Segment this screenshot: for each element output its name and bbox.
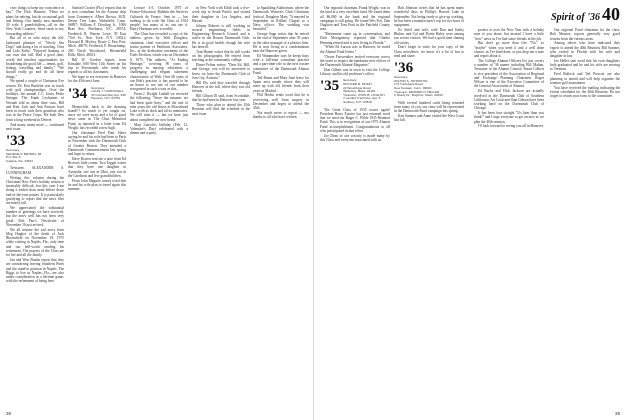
paragraph: And many, many more — continued next issue. (6, 122, 64, 131)
column-text (68, 105, 126, 192)
paragraph: From John Maguire comes word that he and his wife plan to travel again this summer. (68, 178, 126, 192)
paragraph: Ken Sumner and Anne visited the West Coast last fall. (394, 114, 464, 123)
column-text (394, 101, 464, 123)
paragraph: "When Ed Larson was in Hanover, he noted the Alumni Fund letters." (320, 45, 390, 54)
paragraph: Don't forget to write for your copy of the Class newsletter; we know it's a lot of fun to read and share. (394, 45, 464, 58)
paragraph: It has been four straight "It's later than you think!" and I urge everyone to get on now as we plan the 40th reunion. (474, 111, 544, 124)
right-column-2 (394, 6, 464, 418)
class-secretary (6, 149, 42, 163)
page-number-left: 38 (6, 411, 12, 416)
left-column-3 (130, 6, 188, 418)
left-column-1 (6, 6, 64, 418)
paragraph: The College Alumni Officers list just covers a number of '36 names including Bill Mahan, Treasurer of the Alumni Council. Stuart Colbert is vice president of the Association of Regional and Exchange Planning Chairmen. Roger Wilson is one of the Executive Committee of the General Association of Alumni. (474, 58, 544, 89)
paragraph: Ed Bucks and Dick Jackson are actually involved in the Dartmouth Club of Southern California. Art Cook and Stan Gibson have been working hard on the Dartmouth Club of Chicago. (474, 89, 544, 111)
class-year: '34 (68, 85, 88, 102)
class-header-36 (394, 61, 464, 98)
paragraph: Our classmate Fred Paul Slater saying he and his wife had been to Paris in November with the Dartmouth Club of Greater Boston. They attended a Dartmouth Commencement last spring and hope to return. (68, 130, 126, 157)
paragraph: Ted Braun and Mary Jane leave for Spain next month where they will meet up with old friends from their years in Madrid. (253, 75, 309, 93)
paragraph: The Class has recorded a copy of the address given by Walt Douglass, chairman, chief executive officer and senior partner of Parkhurst Associates, Inc., at the dedication ceremony of the Fales Pavilion, which was on December 8, 1975. The address, "At Ending Heritage," covering 90 years of progress in nursing education, a challenging and elegant statement characteristic of Walt. Over 60 years of our Bob's practice, it has proved to be an honor to see one of our number recognized in such a way as this. (130, 32, 188, 92)
paragraph: Phil Herbst sends word that he is recovering well from surgery in December and hopes to attend the 45th. (253, 93, 309, 111)
paragraph: in New York with Edith took a five-week trip to South Pacific and visited their daughter in Los Angeles, and Hawaii. (192, 6, 250, 23)
paragraph: Lecture 4-5, October, 1975 of France-Education. Bulletin des Services Culturels de France. Sent in — has nothing to do with 'the Class of 1934 people', but many of us can use it. Harry Hartman sees it weekly. (130, 6, 188, 32)
class-secretary (394, 76, 443, 98)
treasurer-line: 3 Shady Dr., Brighton, Mass. 02043 (394, 93, 443, 98)
treasurer-line: 7 Landed Trail Drive, Apt. 5 (343, 96, 381, 101)
paragraph: Joe Dean of our sorority is made many by this Class and everyone associated with us. (320, 133, 390, 142)
paragraph: We spend a couple of Christmas Eve season. Dr. Ken Burdette was in touch with golf championships. Over the holidays, the annual C.C. Jones Pedro Stringer. The Frank Leyburnes of Neenah told us about their sons, Bill and Kim. Jack and Ann Parsons have been in touch with their grandson who was in the Peace Corps. We both flew from a long weekend in Denver. (6, 79, 64, 122)
treasurer-line: Treasurer, EDWARD N. HELLER (394, 89, 440, 94)
paragraph: Those who plan to attend the 45th Reunion will find the schedule in the next issue. (192, 103, 250, 116)
secretary-line: Wellesley, Mass. 02181 (343, 89, 376, 94)
paragraph: Jan and Won Boutin report that they are considering leaving Southern Pines and the stand-in position in Naples. The Biggs to live in Naples, Fla., are also under consideration as a lifetime game, with the refinement of being here. (6, 258, 64, 284)
secretary-line: GEORGE P. BROWN, JR. (6, 151, 43, 156)
secretary-label: Secretary, (6, 148, 20, 153)
right-column-4 (550, 28, 620, 412)
paragraph: We appreciated the substantial number of greetings we have received, but the news well has not been very good. Bob Parr's Newsletter of November 16 just arrived. (6, 205, 64, 227)
column-text (6, 166, 64, 283)
class-header-35 (320, 79, 390, 104)
secretary-line: P.O. Box 5 (6, 155, 21, 160)
column-text (6, 6, 64, 131)
class-year: '33 (6, 133, 26, 150)
secretary-label: Secretary, (394, 75, 408, 80)
secretary-line: 174 Turtleback Road (394, 82, 423, 87)
secretary-line: RICHARD B. MUZZY (343, 81, 373, 86)
left-column-2 (68, 6, 126, 418)
paragraph: Among others who have indicated they expect to attend the 40th Reunion, Bill Sumner, who visited in Florida with his wife and daughter in law. (550, 41, 620, 59)
paragraph: Not much more to report — my thanks to all who have written. (253, 110, 309, 120)
paragraph: We hope to see everyone in Hanover for the 45th next June. (68, 75, 126, 84)
paragraph: Joe Heller sent word that his twin daughters both graduated and he and his wife are moving to Vermont. (550, 58, 620, 72)
paragraph: Treasurer, ALEXANDER S. CUNNINGHAM (6, 166, 64, 175)
class-year: '35 (320, 78, 340, 95)
paragraph: From J. Dwight Lindall we received the following: "Since the summer, we had been quite busy," and the end of nine years the old house at Moosehead Lake with its dock and all its memories. We will miss it — but we have just about completed our new home. (130, 92, 188, 122)
secretary-line: WILTON S. JOHNSTON (394, 78, 428, 83)
secretary-line: New Canaan, Conn. 06840 (394, 85, 432, 90)
column-text (394, 6, 464, 58)
paragraph: I'll look forward to seeing you all in Hanover. (478, 124, 544, 129)
paragraph: But don't go more than five "No," so "maybe" when you need it and a well done chance, as I've kind done, or just drop me a note and report about it. (474, 41, 544, 59)
class-header-34 (68, 87, 126, 102)
paragraph: But all of us who enjoy the old-fashioned pleasure of "Newly Sea Dogs" and doing a lot of trawling. Own and Lida Kirby: "Enjoyed hunting of our own this fall. Had a good time; world feel timeless opportunities for broadening the good life — tennis, golf, fishing, travelling and family." "We should really go and do all these things." (6, 36, 64, 79)
secretary-label: Secretary, (91, 85, 105, 90)
section-header (551, 4, 620, 25)
paragraph: You have received the mailing indicating the events scheduled for the 40th Reunion. Do not forget to return your form to the committee. (550, 85, 620, 99)
paragraph: Marj Lincoln's birthday (Feb. 12, Valentine's Day) celebrated with a dinner and a party. (130, 122, 188, 136)
class-year: '36 (394, 60, 414, 77)
paragraph: Our regional chairman, Frank Wright, was in the fund at a very excellent fund. He found them all $6,000 in the bank and the regional campaign is still going. He found Wes Fox, Dan Oughton and Tom Pratt in the Fairfield County area. (320, 6, 390, 32)
paragraph: We all resume the sad news from Meg Hughes of the death of Jack Bloomfield on November 18, 1975 while visiting in Naples, Fla., only time and our bell-worth sending his retirement. The prayers of the Class are for her and all the family. (6, 227, 64, 258)
paragraph: Ed Wanamaker says he keeps busy with a full-time consultant practice and a part-time role in the new trustee committee of the Dartmouth Alumni Fund. (253, 53, 309, 75)
paragraph: to Spaulding Auditorium, where the Dartmouth Women's Club Christmas festival. Daughter Mary "It married in September in Rollins Chapel to a Navy officer. The wedding was beautiful." (253, 6, 309, 32)
class-header-33 (6, 134, 64, 163)
paragraph: Bob Johnson writes that he has spent many wonderful days in Phillip's Honore Lake in September. Not being ready to give up working, he has been a manufacturer's rep for two lines of equipment. (394, 6, 464, 27)
paragraph: Bill W. Gordon reports from Kinsdale, 600 West 11th Street on his trip to Portsmouth, who sends his regards to all his classmates. (68, 57, 126, 75)
paragraph: protest or over the New Year with a holiday note to you alone, but instead I have a little "new" news as I've had some friends in the job. (474, 28, 544, 41)
column-text (320, 6, 390, 76)
left-column-5 (253, 6, 309, 418)
paragraph: Dave Bowen sent me a note from Ed Brown's little corner. Two Tagget writes that they have one daughter in Australia, one son in Ohio, one son in the Carolinas and five grandchildren. (68, 156, 126, 178)
paragraph: George Sapp writes that he retired in the end of September after 35 years as the sales manager of a plastics firm. He is now living in a condominium near the Hanover green. (253, 32, 309, 54)
secretary-line: 33 Colonial Way Apt. 308 (91, 92, 126, 97)
paragraph: With several hundred cards being returned from many of you, our class will be represented in the Dartmouth Fund campaign this spring. (394, 100, 464, 114)
secretary-line: Captiva, Fla. 33924 (6, 158, 33, 163)
paragraph: Fred Bullock and Ted Prescott are also planning to attend and will help organize the reunion golf tournament. (550, 72, 620, 85)
secretary-line: 22 Woodridge Road (343, 85, 371, 90)
treasurer-line: Sudbury, N.H. 03818 (343, 99, 372, 104)
paragraph: Our regional Fund chairman for the class, Bob Munroe, reports generally very good returns from the various areas. (550, 28, 620, 41)
paragraph: Writing this column during the Christmas-New Year's holiday season is invariably difficult, but this year I am doing it earlier than usual before those end-of-the-year parties. It is particularly gratifying to report that the news files are nearly full. (6, 175, 64, 205)
left-page (0, 0, 313, 420)
class-secretary (91, 87, 126, 101)
secretary-line: Hanover, N.H. 03755 (91, 96, 120, 101)
page-number-right: 39 (614, 411, 620, 416)
paragraph: Bill Gibson Ill said, from Scottsdale, that he had been in Hanover last year. (192, 93, 250, 103)
right-page (314, 0, 628, 420)
left-column-4 (192, 6, 250, 418)
paragraph: civic things to keep my conscience at bay." The Dick Hausers: "Have no plans for retiring, but do occasional golf and fishing. Our family now numbers 30 with 6 grandchildren—all in the New York Counties. Send cards to my forwarding address." (6, 6, 64, 36)
right-column-3 (474, 28, 544, 412)
paragraph: Tom Hunter writes that he still works on his photography. He retired from teaching at the community college. (192, 49, 250, 63)
paragraph: The Great Class of 1935 scores again! President Harry Eustice has just returned word that we need our Ruger C. Wilde 1935 Reunion Fund. This is in recognition of our 1975 Alumni Fund accomplishment. Congratulations to all who participated in that effort. (320, 107, 390, 133)
paragraph: Elmer Felton writes: "Dear Ed, Bill, and George, you will be interested to know we have the Dartmouth Club of Sun City, Arizona." (192, 63, 250, 80)
section-header-number: 40 (602, 4, 620, 24)
class-secretary (343, 79, 385, 104)
secretary-label: Secretary, (343, 78, 357, 83)
column-text (320, 108, 390, 143)
paragraph: Ev Stifel and wife, with Dan and Kathy Bluhm, and Cal and Dottie Haley were among our recent visitors. We had a good time sharing old stories. (394, 27, 464, 45)
paragraph: Meanwhile, back to the drawing board!!! So much is yet caught on, since we were away and a lot of good news came in. The Class Memorial Fund, as reported in a letter from Ed Wright, has recorded a new high. (68, 104, 126, 130)
section-header-text: Spirit of '36 (551, 12, 600, 23)
paragraph: Johnny Roberts is still working in several engineering fields in Engineering Research Council and is active in the Boston Dartmouth Club. He is in good health, though his wife has been ill. (192, 23, 250, 49)
paragraph: "Orson Fairweather invited everyone across the street to inspect the handsome new offices of the Dartmouth Alumni Magazine." (320, 54, 390, 68)
paragraph: Sanford Crosier (Fla.) reports that he is now consultant for the Armour ship from Commerce. Albert Brown, M.D. Desert Tree Lane, Wakefield, Conn. 06897; William F. Dowling Jr., 1006 Brae Ave., Pinehurst, N.C. 28374; Frederick R. Warren Lowe, 59 East 73rd St., New York, N.Y. 10021; Howard B. Mickey, Route 2, Paw Paw, Mich. 49079; Frederick P. Beauchamp, 200 North Woodward, Bloomfield Hills, Mich. 48013. (68, 6, 126, 57)
paragraph: Bill Ely said they traveled through Hanover in the fall, where they saw old friends. (192, 80, 250, 94)
paragraph: "Retirement came up in conversation, and Dick Montgomery reported that Charlie Henning retired and is now living in Florida." (320, 32, 390, 45)
column-text (68, 6, 126, 84)
paragraph: Don Gilbert was in town to visit the College Library, and his old professor's office. (320, 67, 390, 77)
treasurer-line: Treasurer, JOHN B. LOVEJOY (343, 92, 386, 97)
secretary-line: LOUIS J. CORDOVELL (91, 89, 124, 94)
right-column-1 (320, 6, 390, 418)
